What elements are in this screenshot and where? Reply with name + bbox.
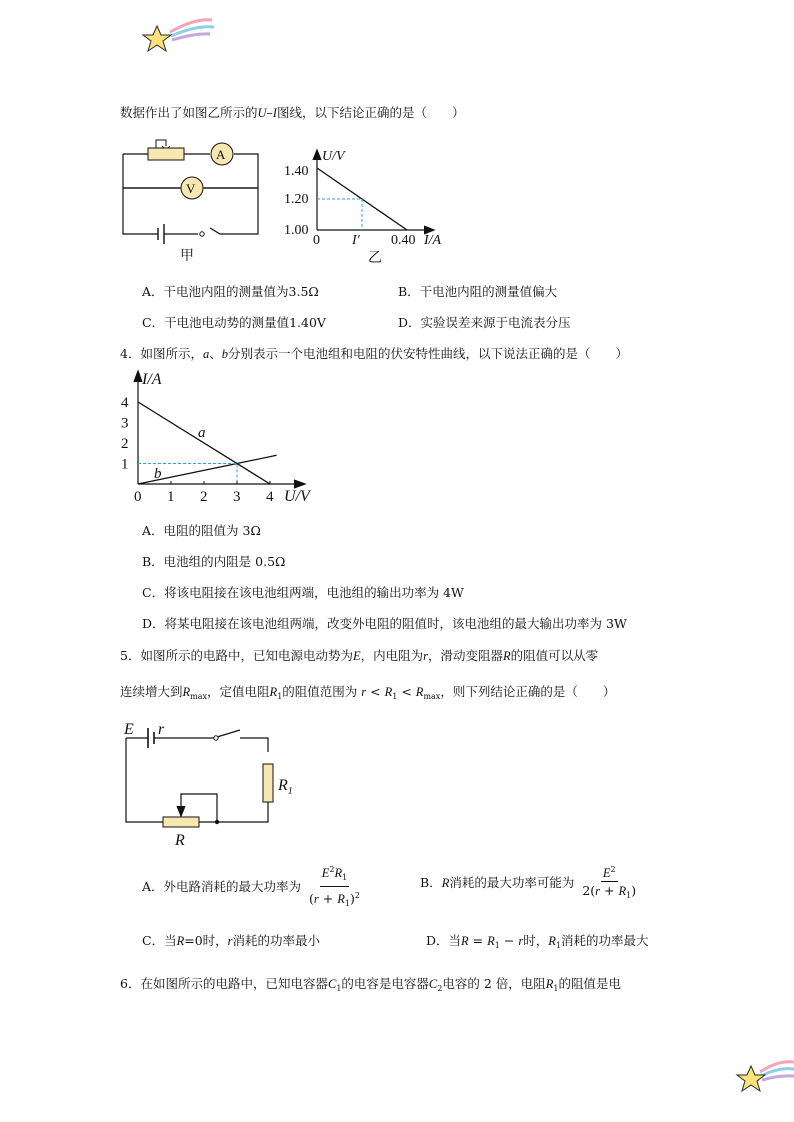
y-axis-label: U/V [322,149,345,164]
r-label: R [175,832,185,849]
figure-yi-label: 乙 [368,251,382,265]
q4-option-a[interactable]: A．电阻的阻值为 3Ω [142,523,261,538]
q3-option-d[interactable]: D．实验误差来源于电流表分压 [398,315,571,330]
q4-x-axis-label: U/V [284,488,310,505]
dashed-guide [317,199,362,230]
intro-line: 数据作出了如图乙所示的U–I图线，以下结论正确的是（ ） [120,105,465,120]
line-b-label: b [154,466,162,482]
q4-chart [118,364,333,508]
x-tick-4: 4 [266,489,274,505]
star-icon [734,1054,794,1098]
resistor-r1 [263,764,273,802]
internal-r-label: r [158,721,165,738]
x-axis-label: I/A [424,233,442,248]
q5-option-c[interactable]: C．当R=0时，r消耗的功率最小 [142,933,321,948]
q5-circuit [118,712,308,852]
q3-option-c[interactable]: C．干电池电动势的测量值1.40V [142,315,326,330]
y-tick-3: 3 [121,415,129,432]
origin-label: 0 [313,233,320,248]
voltmeter-label: V [186,181,196,196]
figure-jia-label: 甲 [180,249,194,264]
figure-jia-circuit [118,136,268,266]
r1-label: $R_1$ [278,777,293,797]
q4-y-axis-label: I/A [142,371,162,388]
y-tick-4: 4 [121,395,129,411]
i-prime-label: I′ [352,233,360,248]
q5-option-d[interactable]: D．当$R = R_1 - r$时，$R_1$消耗的功率最大 [426,933,649,950]
figure-yi-chart [282,140,452,265]
rheostat-r [163,817,199,827]
y-tick-1.40: 1.40 [284,164,309,179]
emf-label: E [124,721,134,738]
y-tick-1.00: 1.00 [284,223,309,238]
line-a-label: a [198,425,206,441]
star-icon [140,14,220,58]
q5-stem-line1: 5．如图所示的电路中，已知电源电动势为E，内电阻为r，滑动变阻器R的阻值可以从零 [120,648,599,663]
y-tick-2: 2 [121,436,129,452]
y-tick-1.20: 1.20 [284,192,309,207]
rheostat [148,148,184,160]
q3-option-b[interactable]: B．干电池内阻的测量值偏大 [398,284,558,299]
y-tick-1: 1 [121,456,129,473]
x-tick-0: 0 [134,489,142,505]
q4-stem: 4．如图所示，a、b分别表示一个电池组和电阻的伏安特性曲线，以下说法正确的是（ ） [120,346,628,361]
ammeter-label: A [216,147,226,162]
x-tick-3: 3 [233,489,241,505]
x-tick-1: 1 [167,489,175,505]
q5-stem-line2: 连续增大到$R_{max}$，定值电阻$R_1$的阻值范围为 $r < R_1 < R_{max}$，则下列结论正确的是（ ） [120,684,616,701]
q3-option-a[interactable]: A．干电池内阻的测量值为3.5Ω [142,284,319,299]
x-tick-0.40: 0.40 [391,233,416,248]
x-tick-2: 2 [200,489,208,505]
q4-option-d[interactable]: D．将某电阻接在该电池组两端，改变外电阻的阻值时，该电池组的最大输出功率为 3W [142,616,627,631]
q5-option-a[interactable]: A．外电路消耗的最大功率为 $\frac{E^2R_1}{(r + R_1)^2}$ [142,862,364,913]
q5-option-b[interactable]: B．R消耗的最大功率可能为 $\frac{E^2}{2(r + R_1)}$ [420,862,640,905]
q4-option-c[interactable]: C．将该电阻接在该电池组两端，电池组的输出功率为 4W [142,585,464,600]
q6-stem: 6．在如图所示的电路中，已知电容器$C_1$的电容是电容器$C_2$电容的 2 倍，电阻$R_1$的阻值是电 [120,976,622,993]
q4-option-b[interactable]: B．电池组的内阻是 0.5Ω [142,554,286,569]
